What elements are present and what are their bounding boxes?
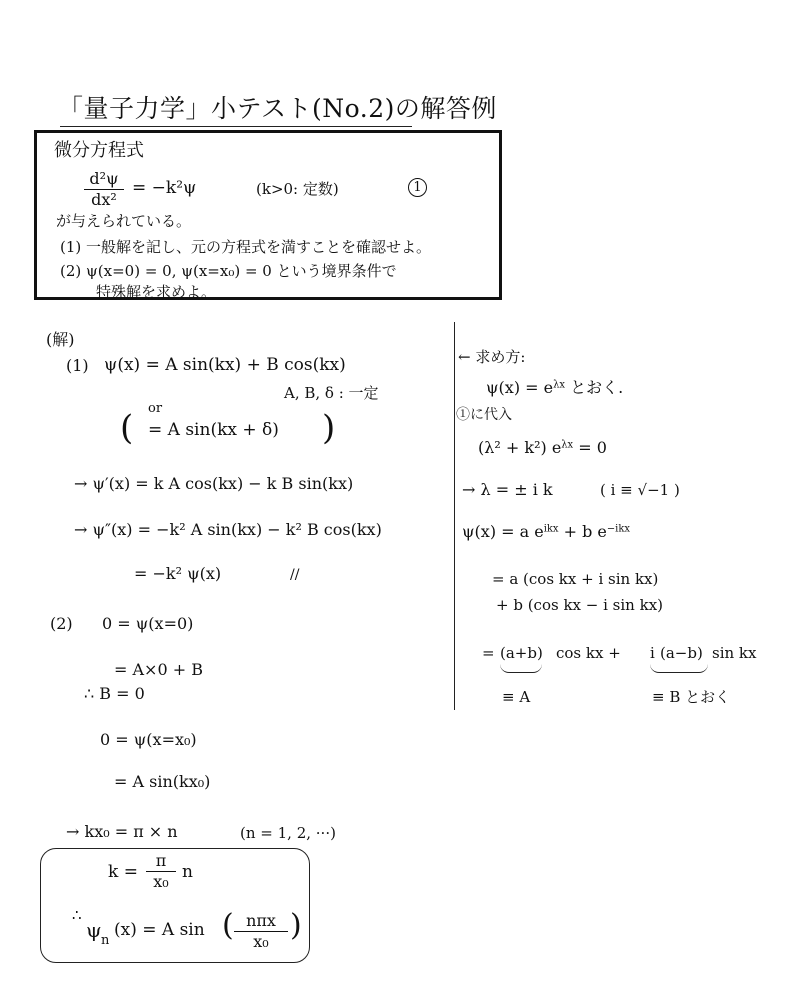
alt-or-label: or — [148, 401, 163, 416]
quantum-number-range: (n = 1, 2, ···) — [240, 824, 336, 842]
wavefunction-subscript-n: n — [101, 933, 110, 948]
problem-equation-condition: (k>0: 定数) — [256, 180, 339, 198]
solution-2-label: (2) — [50, 614, 73, 633]
side-heading: ← 求め方: — [458, 348, 526, 366]
general-solution: ψ(x) = A sin(kx) + B cos(kx) — [104, 355, 346, 375]
euler-expansion-1: = a (cos kx + i sin kx) — [492, 570, 659, 588]
wavenumber-lhs: k = — [108, 862, 138, 882]
first-derivative: → ψ′(x) = k A cos(kx) − k B sin(kx) — [74, 474, 354, 493]
alt-open-paren: ( — [120, 408, 134, 448]
problem-question-2-cont: 特殊解を求めよ。 — [96, 283, 217, 301]
characteristic-equation: (λ² + k²) $e^{\lambda x} = 0$ — [478, 438, 607, 457]
second-derivative-result: = −k² ψ(x) — [134, 564, 222, 583]
solution-1-label: (1) — [66, 356, 89, 375]
constants-note: A, B, δ : 一定 — [284, 384, 379, 402]
wavefunction-argument-fraction — [234, 912, 288, 951]
equation-number: 1 — [408, 178, 427, 197]
argument-denominator: x₀ — [253, 932, 269, 951]
answer-open-paren: ( — [222, 908, 234, 943]
problem-given-text: が与えられている。 — [56, 212, 192, 230]
underbrace-a — [500, 664, 542, 673]
coefficient-a-minus-b: (a−b) — [660, 644, 703, 662]
quantization-condition: → kx₀ = π × n — [66, 822, 178, 841]
side-result-equals: = — [482, 644, 495, 662]
boundary-2: 0 = ψ(x=x₀) — [100, 730, 197, 749]
alt-solution: = A sin(kx + δ) — [148, 420, 279, 440]
title-underline — [60, 126, 412, 127]
boundary-1-eval: = A×0 + B — [114, 660, 203, 679]
problem-heading: 微分方程式 — [54, 140, 144, 161]
solution-heading: (解) — [46, 330, 75, 349]
side-ansatz: $\psi(x) = e^{\lambda x}$ とおく. — [486, 378, 624, 397]
answer-close-paren: ) — [290, 908, 302, 943]
side-result-i: i — [650, 644, 655, 662]
side-result-sin: sin kx — [712, 644, 757, 662]
underbrace-b — [650, 664, 708, 673]
problem-equation-rhs: = −k²ψ — [132, 178, 197, 198]
column-divider — [454, 322, 455, 710]
wavefunction-psi: ψ — [86, 918, 102, 942]
qed-mark: // — [290, 567, 300, 583]
side-substitute: ①に代入 — [456, 407, 512, 423]
argument-numerator: nπx — [246, 911, 276, 930]
boundary-2-eval: = A sin(kx₀) — [114, 772, 211, 791]
alt-close-paren: ) — [322, 408, 336, 448]
side-general-solution: ψ(x) = a $e^{ikx} + b$ $e^{-ikx}$ — [462, 522, 630, 541]
b-equals-zero: ∴ B = 0 — [84, 684, 145, 703]
euler-expansion-2: + b (cos kx − i sin kx) — [496, 596, 663, 614]
second-derivative: → ψ″(x) = −k² A sin(kx) − k² B cos(kx) — [74, 520, 382, 539]
equation-number-badge — [408, 178, 427, 197]
wavenumber-denominator: x₀ — [153, 872, 169, 891]
problem-question-1: (1) 一般解を記し、元の方程式を満すことを確認せよ。 — [60, 238, 432, 256]
side-result-cos: cos kx + — [556, 644, 621, 662]
derivative-denominator: dx² — [91, 190, 117, 209]
characteristic-roots: → λ = ± i k — [462, 480, 553, 499]
coefficient-a-plus-b: (a+b) — [500, 644, 543, 662]
wavefunction-mid: (x) = A sin — [114, 920, 205, 940]
problem-derivative-fraction — [84, 170, 124, 209]
page-title: 「量子力学」小テスト(No.2)の解答例 — [58, 94, 497, 123]
wavenumber-n: n — [182, 862, 193, 882]
imaginary-unit-note: ( i ≡ √−1 ) — [600, 481, 680, 499]
boundary-1: 0 = ψ(x=0) — [102, 614, 194, 633]
derivative-numerator: d²ψ — [89, 169, 119, 188]
wavenumber-fraction — [146, 852, 176, 891]
problem-question-2: (2) ψ(x=0) = 0, ψ(x=x₀) = 0 という境界条件で — [60, 262, 397, 280]
therefore-symbol: ∴ — [72, 906, 82, 924]
define-A-note: ≡ A — [502, 688, 531, 706]
define-B-note: ≡ B とおく — [652, 688, 731, 706]
wavenumber-numerator: π — [155, 851, 167, 870]
